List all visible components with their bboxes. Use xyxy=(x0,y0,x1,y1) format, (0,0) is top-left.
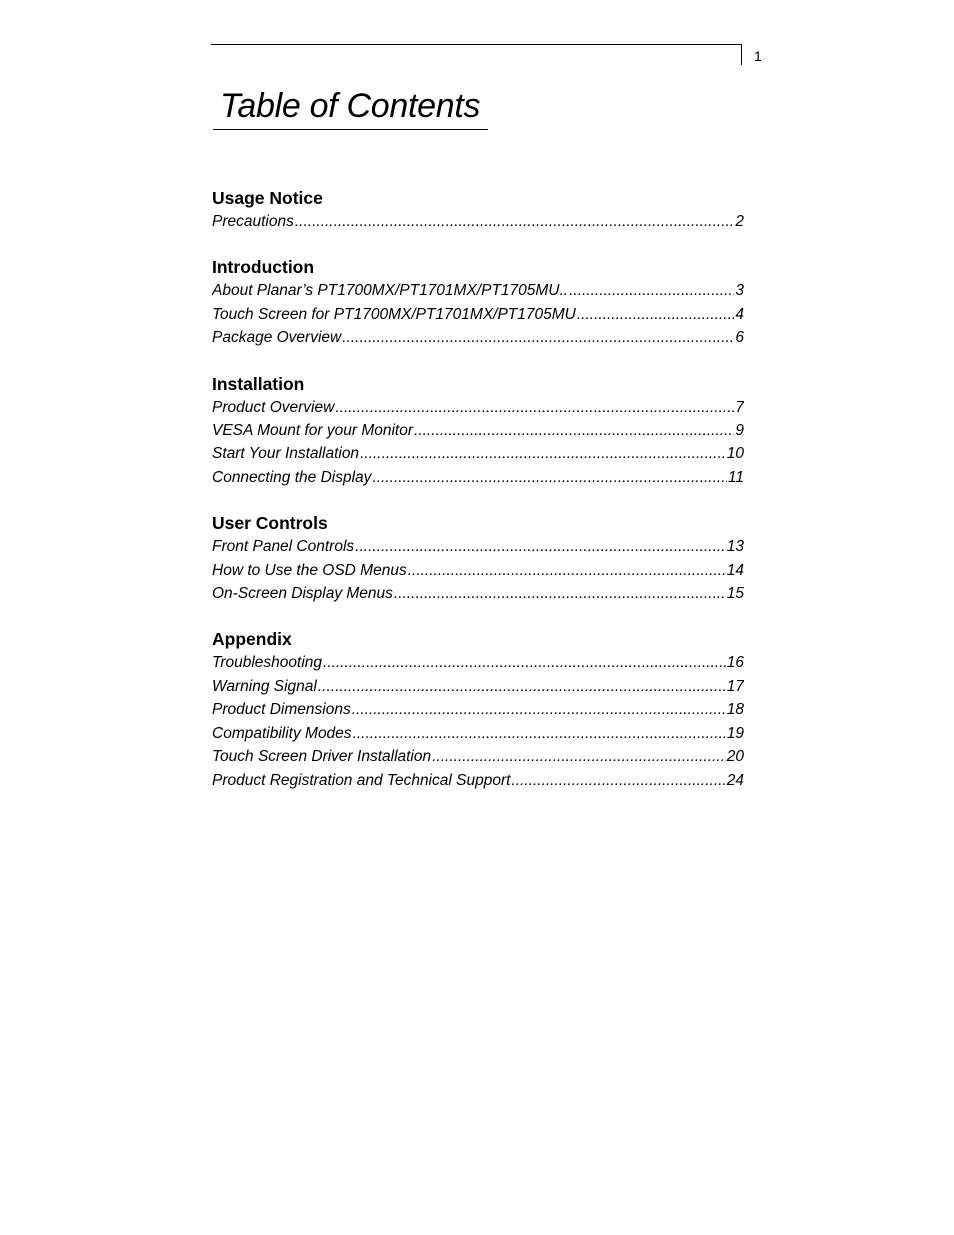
table-of-contents xyxy=(212,187,744,815)
toc-entry-page: 24 xyxy=(726,771,744,789)
dot-leader xyxy=(323,651,726,674)
title-underline xyxy=(213,129,488,130)
header-rule xyxy=(211,44,742,45)
toc-entry-page: 3 xyxy=(735,282,744,300)
toc-entry-label: Connecting the Display xyxy=(212,468,372,486)
toc-entry-page: 19 xyxy=(726,724,744,742)
toc-entry-label: How to Use the OSD Menus xyxy=(212,561,407,579)
toc-entry-page: 11 xyxy=(727,468,744,486)
toc-entry[interactable] xyxy=(212,303,744,326)
toc-entry[interactable] xyxy=(212,769,744,792)
page-number: 1 xyxy=(754,48,762,64)
toc-entry[interactable] xyxy=(212,675,744,698)
toc-section-appendix xyxy=(212,628,744,791)
toc-entry-label: VESA Mount for your Monitor xyxy=(212,422,414,440)
dot-leader xyxy=(372,466,727,489)
toc-entry-page: 6 xyxy=(735,329,744,347)
toc-entry[interactable] xyxy=(212,698,744,721)
dot-leader xyxy=(360,442,726,465)
toc-entry[interactable] xyxy=(212,582,744,605)
toc-entry-label: Troubleshooting xyxy=(212,654,323,672)
toc-entry-page: 9 xyxy=(735,422,744,440)
dot-leader xyxy=(353,722,726,745)
dot-leader xyxy=(414,419,734,442)
toc-section-installation xyxy=(212,373,744,490)
header-page-tick xyxy=(741,44,742,65)
toc-entry-label: Product Dimensions xyxy=(212,701,351,719)
toc-section-introduction xyxy=(212,256,744,349)
section-heading: Installation xyxy=(212,373,305,394)
dot-leader xyxy=(432,745,726,768)
dot-leader xyxy=(335,396,734,419)
toc-entry-page: 18 xyxy=(726,701,744,719)
toc-entry-label: Warning Signal xyxy=(212,677,317,695)
toc-entry-label: Precautions xyxy=(212,213,294,230)
section-heading: User Controls xyxy=(212,513,328,534)
toc-section-user-controls xyxy=(212,512,744,605)
toc-entry-label: On-Screen Display Menus xyxy=(212,585,393,603)
dot-leader xyxy=(352,698,726,721)
toc-entry-page: 17 xyxy=(726,677,744,695)
toc-entry-page: 16 xyxy=(726,654,744,672)
dot-leader xyxy=(394,582,726,605)
toc-entry[interactable] xyxy=(212,745,744,768)
toc-entry-page: 7 xyxy=(735,398,744,416)
toc-entry[interactable] xyxy=(212,279,744,302)
dot-leader xyxy=(577,303,735,326)
toc-entry-label: Compatibility Modes xyxy=(212,724,352,742)
toc-entry[interactable] xyxy=(212,722,744,745)
toc-entry[interactable] xyxy=(212,559,744,582)
toc-entry-page: 4 xyxy=(735,305,744,323)
toc-entry[interactable] xyxy=(212,396,744,419)
toc-entry[interactable] xyxy=(212,419,744,442)
toc-entry[interactable] xyxy=(212,442,744,465)
dot-leader xyxy=(295,210,735,233)
toc-entry-label: Touch Screen for PT1700MX/PT1701MX/PT1705MU xyxy=(212,305,576,323)
toc-entry[interactable] xyxy=(212,651,744,674)
toc-entry-label: Product Registration and Technical Support xyxy=(212,771,511,789)
toc-entry-label: Front Panel Controls xyxy=(212,538,355,556)
toc-entry[interactable] xyxy=(212,535,744,558)
toc-entry-page: 14 xyxy=(726,561,744,579)
toc-entry-label: Product Overview xyxy=(212,398,335,416)
dot-leader xyxy=(569,279,734,302)
toc-entry-label: About Planar’s PT1700MX/PT1701MX/PT1705MU.. xyxy=(212,282,569,300)
toc-entry-page: 2 xyxy=(735,213,744,230)
toc-entry[interactable] xyxy=(212,326,744,349)
toc-entry-page: 20 xyxy=(726,748,744,766)
toc-section-usage-notice xyxy=(212,187,744,233)
section-heading: Introduction xyxy=(212,257,315,278)
toc-entry-page: 10 xyxy=(726,445,744,463)
toc-entry-label: Package Overview xyxy=(212,329,342,347)
toc-entry[interactable] xyxy=(212,210,744,233)
dot-leader xyxy=(318,675,726,698)
toc-entry-label: Touch Screen Driver Installation xyxy=(212,748,432,766)
toc-entry-label: Start Your Installation xyxy=(212,445,360,463)
section-heading: Appendix xyxy=(212,629,292,650)
toc-entry[interactable] xyxy=(212,466,744,489)
dot-leader xyxy=(355,535,726,558)
dot-leader xyxy=(342,326,734,349)
dot-leader xyxy=(408,559,726,582)
page-title: Table of Contents xyxy=(220,87,481,125)
dot-leader xyxy=(511,769,725,792)
toc-entry-page: 15 xyxy=(726,585,744,603)
toc-entry-page: 13 xyxy=(726,538,744,556)
section-heading: Usage Notice xyxy=(212,188,323,208)
